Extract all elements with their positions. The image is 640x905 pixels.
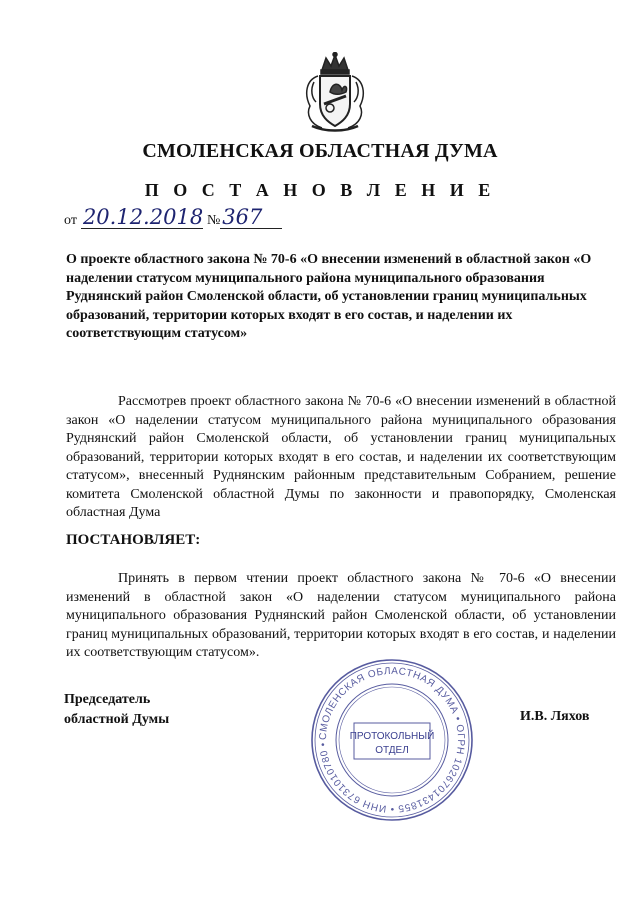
resolution-paragraph [66,570,616,663]
stamp-ring-text: СМОЛЕНСКАЯ ОБЛАСТНАЯ ДУМА • ОГРН 1026701431855 • ИНН 6731010780 • [317,665,467,815]
preamble-text: Рассмотрев проект областного закона № 70-6 «О внесении изменений в областной закон «О наделении статусом муниципального района муниципального образования Руднянский район Смоленской области, об установлении границ муниципальных образований, территории которых входят в его состав, и наделении их соответствующим статусом», внесенный Руднянским районным представительным Собранием, решение комитета Смоленской областной Думы по законности и правопорядку, Смоленская областная Дума [66,394,616,520]
preamble-paragraph [66,393,616,523]
resolution-text: Принять в первом чтении проект областного закона № 70-6 «О внесении изменений в областной закон «О наделении статусом муниципального района муниципального образования Руднянский район Смоленской области, об установлении границ муниципальных образований, территории которых входят в его состав, и наделении их соответствующим статусом». [66,571,616,660]
date-number-line [64,206,282,229]
official-stamp [307,655,477,825]
date-prefix: от [64,213,77,228]
resolves-heading: ПОСТАНОВЛЯЕТ: [66,532,201,548]
document-subject: О проекте областного закона № 70-6 «О внесении изменений в областной закон «О наделении статусом муниципального района муниципального образования Руднянский район Смоленской области, об установлении границ муниципальных образований, территории которых входят в его состав, и наделении их соответствующим статусом» [66,252,592,342]
organization-title: СМОЛЕНСКАЯ ОБЛАСТНАЯ ДУМА [142,140,498,162]
position-line-1: Председатель [64,692,151,707]
signatory-position [64,690,169,730]
stamp-center-line-1: ПРОТОКОЛЬНЫЙ [349,731,435,742]
coat-of-arms-emblem [300,52,370,132]
signatory-name: И.В. Ляхов [520,709,590,724]
stamp-center-line-2: ОТДЕЛ [375,745,409,756]
handwritten-number: 367 [220,206,282,229]
number-sign: № [206,213,221,228]
position-line-2: областной Думы [64,712,170,727]
handwritten-date: 20.12.2018 [82,205,204,229]
document-type-title: П О С Т А Н О В Л Е Н И Е [144,180,496,200]
